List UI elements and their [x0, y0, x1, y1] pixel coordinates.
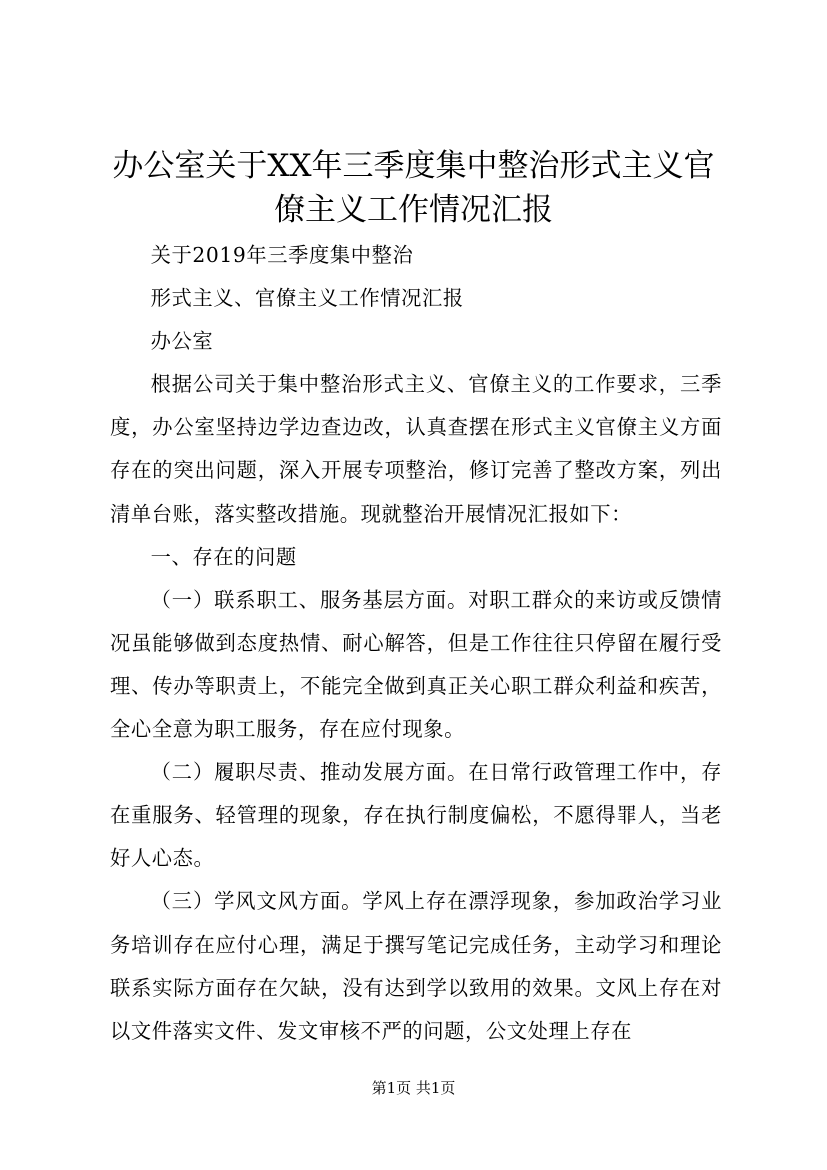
issue-paragraph-2: （二）履职尽责、推动发展方面。在日常行政管理工作中，存在重服务、轻管理的现象，存在执行制度偏松，不愿得罪人，当老好人心态。 — [110, 760, 722, 871]
author-department: 办公室 — [150, 329, 214, 354]
subtitle-line-2: 形式主义、官僚主义工作情况汇报 — [150, 286, 464, 311]
subtitle-line-1: 关于2019年三季度集中整治 — [150, 243, 414, 267]
intro-paragraph: 根据公司关于集中整治形式主义、官僚主义的工作要求，三季度，办公室坚持边学边查边改，认真查摆在形式主义官僚主义方面存在的突出问题，深入开展专项整治，修订完善了整改方案，列出清单台账，落实整改措施。现就整治开展情况汇报如下： — [110, 372, 722, 526]
section-heading: 一、存在的问题 — [150, 544, 297, 569]
issue-paragraph-3: （三）学风文风方面。学风上存在漂浮现象，参加政治学习业务培训存在应付心理，满足于撰写笔记完成任务，主动学习和理论联系实际方面存在欠缺，没有达到学以致用的效果。文风上存在对以文件落实文件、发文审核不严的问题，公文处理上存在 — [110, 889, 722, 1043]
title-line-2: 僚主义工作情况汇报 — [274, 192, 553, 228]
document-title — [60, 144, 767, 232]
title-line-1: 办公室关于XX年三季度集中整治形式主义官 — [112, 148, 715, 184]
issue-paragraph-1: （一）联系职工、服务基层方面。对职工群众的来访或反馈情况虽能够做到态度热情、耐心解答，但是工作往往只停留在履行受理、传办等职责上，不能完全做到真正关心职工群众利益和疾苦，全心全意为职工服务，存在应付现象。 — [110, 587, 722, 742]
page-footer: 第1页 共1页 — [371, 1079, 456, 1097]
document-body — [110, 234, 722, 1053]
